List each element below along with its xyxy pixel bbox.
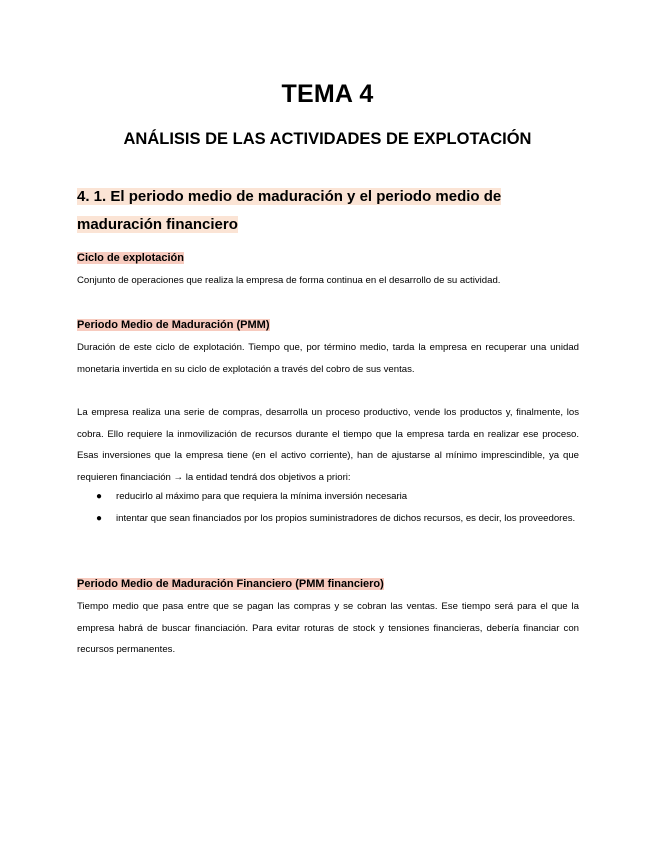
list-item-text: intentar que sean financiados por los propios suministradores de dichos recursos, es decir, los proveedores. xyxy=(116,513,576,524)
list-item-text: reducirlo al máximo para que requiera la mínima inversión necesaria xyxy=(116,491,408,502)
pmm-heading xyxy=(77,317,270,333)
document-title: TEMA 4 xyxy=(281,80,374,108)
pmm-financiero-paragraph: Tiempo medio que pasa entre que se pagan las compras y se cobran las ventas. Ese tiempo será para el que la empresa habrá de buscar financiación. Para evitar roturas de stock y tensiones financieras, debería financiar con recursos permanentes. xyxy=(77,601,579,656)
section-heading-text: 4. 1. El periodo medio de maduración y el periodo medio de maduración financiero xyxy=(77,188,502,233)
bullet-icon: ● xyxy=(96,513,103,524)
pmm-financiero-heading xyxy=(77,576,384,592)
ciclo-heading xyxy=(77,250,184,266)
bullet-icon: ● xyxy=(96,491,103,502)
section-heading xyxy=(77,183,579,239)
ciclo-heading-text: Ciclo de explotación xyxy=(77,252,184,264)
pmm-financiero-heading-text: Periodo Medio de Maduración Financiero (PMM financiero) xyxy=(77,578,384,590)
objectives-list xyxy=(77,486,579,530)
empresa-paragraph: La empresa realiza una serie de compras, desarrolla un proceso productivo, vende los productos y, finalmente, los cobra. Ello requiere la inmovilización de recursos durante el tiempo que la empresa tarda en realizar ese proceso. Esas inversiones que la empresa tiene (en el activo corriente), han de ajustarse al mínimo imprescindible, ya que requieren financiación → la entidad tendrá dos objetivos a priori: xyxy=(77,407,579,483)
ciclo-paragraph: Conjunto de operaciones que realiza la empresa de forma continua en el desarrollo de su actividad. xyxy=(77,275,501,286)
pmm-paragraph: Duración de este ciclo de explotación. Tiempo que, por término medio, tarda la empresa en recuperar una unidad monetaria invertida en su ciclo de explotación a través del cobro de sus ventas. xyxy=(77,342,579,375)
document-subtitle: ANÁLISIS DE LAS ACTIVIDADES DE EXPLOTACIÓN xyxy=(123,130,532,148)
pmm-heading-text: Periodo Medio de Maduración (PMM) xyxy=(77,319,270,331)
list-item xyxy=(77,508,579,530)
list-item xyxy=(77,486,579,508)
